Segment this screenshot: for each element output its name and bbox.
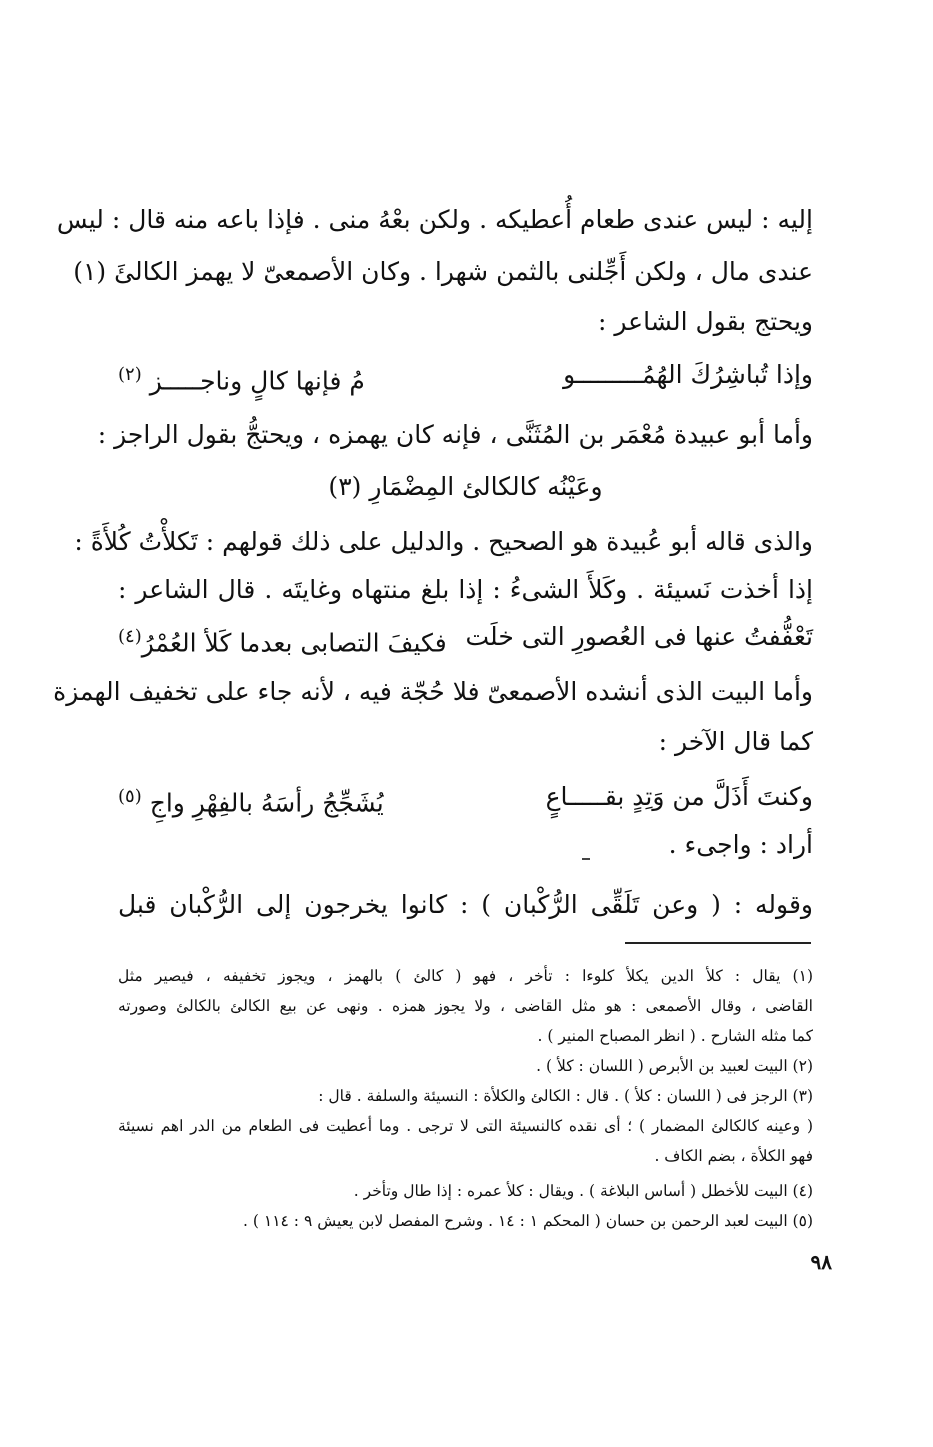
footnote-line-3: كما مثله الشارح . ( انظر المصباح المنير ) . (537, 1027, 813, 1045)
verse-1 (118, 355, 813, 401)
footnote-line-9: (٥) البيت لعبد الرحمن بن حسان ( المحكم ١ : ١٤ . وشرح المفصل لابن يعيش ٩ : ١١٤ ) . (243, 1212, 813, 1230)
footnote-line-4: (٢) البيت لعبيد بن الأبرص ( اللسان : كلأ ) . (536, 1057, 813, 1075)
body-line-4: وأما أبو عبيدة مُعْمَر بن المُثَنَّى ، فإنه كان يهمزه ، ويحتجُّ بقول الراجز : (97, 420, 813, 449)
page-number: ٩٨ (810, 1250, 832, 1274)
verse-2-second-text: فكيفَ التصابى بعدما كَلأ العُمْرُ (141, 628, 447, 658)
footnote-separator (625, 942, 811, 944)
verse-3-second-hemistich (118, 777, 384, 823)
verse-2 (118, 617, 813, 663)
body-line-3: ويحتج بقول الشاعر : (598, 307, 813, 336)
body-line-1: إليه : ليس عندى طعام أُعطيكه . ولكن بعْهُ منى . فإذا باعه منه قال : ليس (56, 205, 813, 234)
footnote-ref-5: (٥) (118, 786, 142, 807)
body-line-7: وأما البيت الذى أنشده الأصمعىّ فلا حُجّة فيه ، لأنه جاء على تخفيف الهمزة (53, 677, 813, 706)
stray-mark (582, 858, 590, 860)
body-line-6: إذا أخذت نَسيئة . وكَلأَ الشىءُ : إذا بلغ منتهاه وغايتَه . قال الشاعر : (118, 575, 813, 604)
footnote-line-2: القاضى ، وقال الأصمعى : هو مثل القاضى ، ولا يجوز همزه . ونهى عن بيع الكالئ بالكالئ وصورته (118, 997, 813, 1015)
footnote-line-8: (٤) البيت للأخطل ( أساس البلاغة ) . ويقال : كلأ عمره : إذا طال وتأخر . (353, 1182, 813, 1200)
body-line-9: أراد : واجىء . (668, 830, 813, 859)
verse-3 (118, 777, 813, 823)
verse-2-first-hemistich: تَعْفُّفتُ عنها فى العُصورِ التى خلَت (465, 622, 813, 651)
verse-1-second-hemistich (118, 355, 365, 401)
footnote-ref-2: (٢) (118, 364, 142, 385)
rajaz-line: وعَيْنُه كالكالئ المِضْمَارِ (٣) (328, 472, 603, 501)
body-line-2: عندى مال ، ولكن أَجِّلنى بالثمن شهرا . وكان الأصمعىّ لا يهمز الكالئَ (١) (73, 257, 813, 286)
footnote-line-1: (١) يقال : كلأ الدين يكلأ كلوءا : تأخر ، فهو ( كالئ ) بالهمز ، ويجوز تخفيفه ، فيصير مثل (118, 967, 813, 985)
footnote-line-7: فهو الكلأة ، بضم الكاف . (654, 1147, 813, 1165)
verse-1-first-hemistich: وإذا تُباشِرُكَ الهُمُـــــــــو (563, 360, 813, 389)
verse-2-second-hemistich (118, 617, 447, 663)
verse-1-second-text: مُ فإنها كالٍ وناجـــــز (149, 366, 365, 396)
body-line-8: كما قال الآخر : (658, 727, 813, 756)
verse-3-second-text: يُشَجِّجُ رأسَهُ بالفِهْرِ واجِ (149, 788, 384, 818)
footnote-ref-4: (٤) (118, 626, 142, 647)
body-line-5: والذى قاله أبو عُبيدة هو الصحيح . والدليل على ذلك قولهم : تَكلأْتُ كُلأَةً : (74, 527, 813, 556)
footnote-line-5: (٣) الرجز فى ( اللسان : كلأ ) . قال : الكالئ والكلأة : النسيئة والسلفة . قال : (318, 1087, 813, 1105)
body-line-10: وقوله : ( وعن تَلَقِّى الرُّكْبان ) : كانوا يخرجون إلى الرُّكْبان قبل (118, 890, 813, 919)
verse-3-first-hemistich: وكنتَ أَذَلَّ من وَتِدٍ بقـــــاعٍ (545, 782, 813, 811)
footnote-line-6: ( وعينه كالكالئ المضمار ) ؛ أى نقده كالنسيئة التى لا ترجى . وما أعطيت فى الطعام من الدر اهم نسيئة (118, 1117, 813, 1135)
